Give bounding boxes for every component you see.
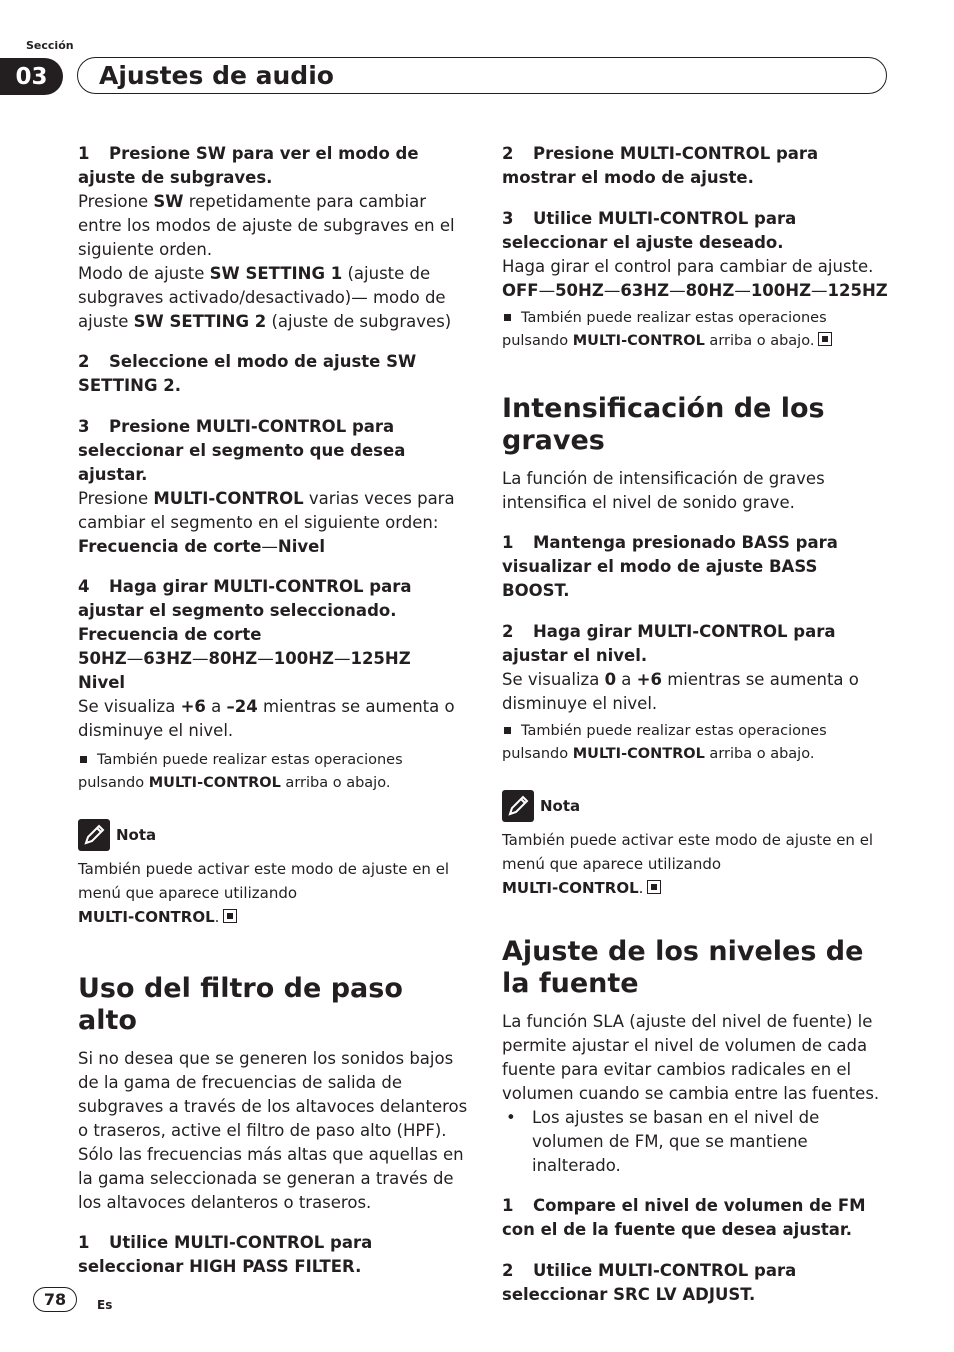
note-header — [78, 819, 468, 851]
note-text-right: También puede activar este modo de ajuste en el menú que aparece utilizando MULTI-CONTROL. — [502, 831, 874, 897]
end-mark-icon — [818, 332, 832, 346]
pencil-note-icon — [78, 819, 110, 851]
heading-hpf: Uso del filtro de paso alto — [78, 973, 403, 1036]
note-text: También puede activar este modo de ajuste en el menú que aparece utilizando MULTI-CONTROL. — [78, 860, 450, 926]
step-3-right: 3 Utilice MULTI-CONTROL para seleccionar el ajuste deseado. — [502, 209, 797, 252]
square-bullet-icon — [504, 314, 511, 321]
sla-step-1: 1 Compare el nivel de volumen de FM con el de la fuente que desea ajustar. — [502, 1196, 866, 1239]
step-2-right: 2 Presione MULTI-CONTROL para mostrar el modo de ajuste. — [502, 144, 819, 187]
right-column — [502, 142, 890, 1324]
page-title: Ajustes de audio — [99, 61, 334, 90]
sla-bullet: • Los ajustes se basan en el nivel de volumen de FM, que se mantiene inalterado. — [502, 1106, 890, 1178]
note-header-right — [502, 790, 890, 822]
step-4: 4 Haga girar MULTI-CONTROL para ajustar el segmento seleccionado. — [78, 577, 412, 620]
sla-step-2: 2 Utilice MULTI-CONTROL para seleccionar SRC LV ADJUST. — [502, 1261, 797, 1304]
step-3: 3 Presione MULTI-CONTROL para seleccionar el segmento que desea ajustar. — [78, 417, 406, 484]
step-3-right-text: Haga girar el control para cambiar de ajuste. OFF—50HZ—63HZ—80HZ—100HZ—125HZ — [502, 257, 888, 300]
bass-step-2: 2 Haga girar MULTI-CONTROL para ajustar el nivel. — [502, 622, 836, 665]
hpf-text: Si no desea que se generen los sonidos bajos de la gama de frecuencias de salida de subgraves a través de los altavoces delanteros o traseros, active el filtro de paso alto (HPF). Sólo las frecuencias más altas que aquellas en la gama seleccionada se generan a través de los altavoces delanteros o traseros. — [78, 1049, 468, 1212]
step-1: 1 Presione SW para ver el modo de ajuste de subgraves. — [78, 144, 419, 187]
square-bullet-icon — [504, 727, 511, 734]
end-mark-icon — [647, 880, 661, 894]
bass-step-2-tip: También puede realizar estas operaciones pulsando MULTI-CONTROL arriba o abajo. — [502, 723, 827, 762]
bass-text: La función de intensificación de graves intensifica el nivel de sonido grave. — [502, 469, 825, 512]
pencil-note-icon — [502, 790, 534, 822]
note-label: Nota — [540, 797, 581, 815]
step-1-text: Presione SW repetidamente para cambiar entre los modos de ajuste de subgraves en el siguiente orden. Modo de ajuste SW SETTING 1 (ajuste de subgraves activado/desactivado)— modo de ajuste SW SETTING 2 (ajuste de subgraves) — [78, 192, 455, 331]
bass-step-1: 1 Mantenga presionado BASS para visualizar el modo de ajuste BASS BOOST. — [502, 533, 838, 600]
language-code: Es — [97, 1298, 113, 1312]
section-label: Sección — [26, 39, 74, 52]
square-bullet-icon — [80, 756, 87, 763]
left-column — [78, 142, 468, 1296]
step-2: 2 Seleccione el modo de ajuste SW SETTING 2. — [78, 352, 417, 395]
heading-bass: Intensificación de los graves — [502, 393, 825, 456]
bullet-dot-icon: • — [506, 1108, 516, 1127]
sla-text: La función SLA (ajuste del nivel de fuente) le permite ajustar el nivel de volumen de cada fuente para evitar cambios radicales en el volumen cuando se cambia entre las fuentes. — [502, 1012, 880, 1103]
hpf-step-1: 1 Utilice MULTI-CONTROL para seleccionar HIGH PASS FILTER. — [78, 1233, 373, 1276]
step-3-text: Presione MULTI-CONTROL varias veces para cambiar el segmento en el siguiente orden: Frecuencia de corte—Nivel — [78, 489, 455, 556]
step-4-text: Frecuencia de corte 50HZ—63HZ—80HZ—100HZ—125HZ Nivel Se visualiza +6 a –24 mientras se aumenta o disminuye el nivel. — [78, 625, 455, 740]
heading-sla: Ajuste de los niveles de la fuente — [502, 936, 864, 999]
bass-step-2-text: Se visualiza 0 a +6 mientras se aumenta o disminuye el nivel. — [502, 670, 859, 713]
page-number: 78 — [33, 1287, 77, 1312]
step-4-tip: También puede realizar estas operaciones pulsando MULTI-CONTROL arriba o abajo. — [78, 752, 403, 791]
step-3-right-tip: También puede realizar estas operaciones pulsando MULTI-CONTROL arriba o abajo. — [502, 307, 890, 353]
section-number-badge: 03 — [0, 58, 63, 95]
note-label: Nota — [116, 826, 157, 844]
end-mark-icon — [223, 909, 237, 923]
